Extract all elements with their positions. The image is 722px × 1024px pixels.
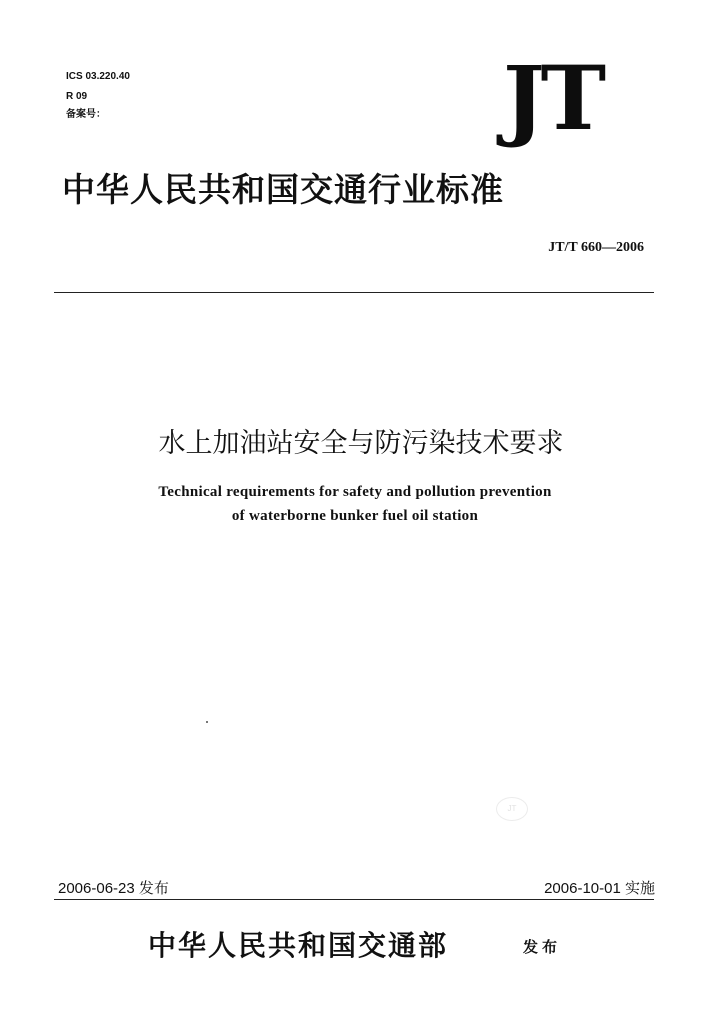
jt-logo: JT: [503, 46, 603, 150]
document-title-cn: 水上加油站安全与防污染技术要求: [158, 428, 564, 459]
document-title-en-line1: Technical requirements for safety and pollution prevention: [158, 484, 552, 500]
issue-date: 2006-06-23 发布: [58, 880, 169, 897]
implementation-date: 2006-10-01 实施: [544, 880, 655, 897]
header-divider: [54, 292, 654, 293]
footer-divider: [54, 899, 654, 900]
publisher-name: 中华人民共和国交通部: [148, 929, 449, 962]
standard-category-title: 中华人民共和国交通行业标准: [62, 170, 504, 209]
faint-watermark: JT: [496, 797, 528, 821]
document-title-en-line2: of waterborne bunker fuel oil station: [231, 508, 479, 524]
publish-label: 发布: [523, 938, 562, 956]
filing-number-label: 备案号：: [66, 109, 106, 120]
scan-dot: [206, 721, 208, 723]
standard-number: JT/T 660—2006: [548, 240, 644, 255]
ics-code: ICS 03.220.40: [66, 71, 130, 82]
classification-code: R 09: [66, 91, 88, 102]
